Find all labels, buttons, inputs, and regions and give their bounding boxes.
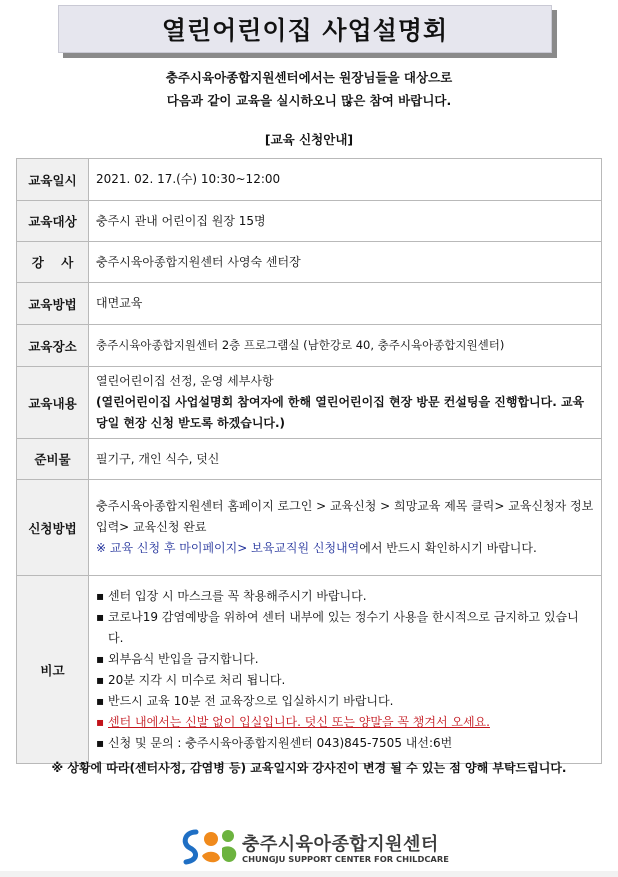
center-logo-subtitle: CHUNGJU SUPPORT CENTER FOR CHILDCARE xyxy=(242,854,449,864)
center-logo-icon xyxy=(180,826,240,868)
content-line-1: 열린어린이집 선정, 운영 세부사항 xyxy=(96,374,274,388)
bullet-icon: ▪ xyxy=(96,693,105,708)
label-place: 교육장소 xyxy=(17,325,89,367)
list-item: ▪ 20분 지각 시 미수로 처리 됩니다. xyxy=(96,670,594,691)
list-item-contact: ▪ 신청 및 문의 : 충주시육아종합지원센터 043)845-7505 내선:6번 xyxy=(96,733,594,754)
table-row-content xyxy=(17,367,602,439)
remarks-list xyxy=(96,586,594,754)
value-remarks xyxy=(89,576,602,764)
value-instructor: 충주시육아종합지원센터 사영숙 센터장 xyxy=(89,242,602,283)
intro-text xyxy=(0,66,618,112)
intro-line-1: 충주시육아종합지원센터에서는 원장님들을 대상으로 xyxy=(165,70,453,85)
label-apply: 신청방법 xyxy=(17,480,89,576)
list-item: ▪ 코로나19 감염예방을 위하여 센터 내부에 있는 정수기 사용을 한시적으로 금지하고 있습니다. xyxy=(96,607,594,649)
apply-steps: 충주시육아종합지원센터 홈페이지 로그인 > 교육신청 > 희망교육 제목 클릭> 교육신청자 정보 입력> 교육신청 완료 xyxy=(96,499,594,534)
intro-line-2: 다음과 같이 교육을 실시하오니 많은 참여 바랍니다. xyxy=(166,93,452,108)
center-logo xyxy=(180,826,460,870)
bullet-icon: ▪ xyxy=(96,714,105,729)
label-remarks: 비고 xyxy=(17,576,89,764)
label-target: 교육대상 xyxy=(17,201,89,242)
table-row-place xyxy=(17,325,602,367)
label-instructor: 강 사 xyxy=(17,242,89,283)
table-row-instructor xyxy=(17,242,602,283)
title-banner xyxy=(58,5,556,58)
value-method: 대면교육 xyxy=(89,283,602,325)
table-row-date xyxy=(17,159,602,201)
value-content xyxy=(89,367,602,439)
bullet-icon: ▪ xyxy=(96,735,105,750)
value-place: 충주시육아종합지원센터 2층 프로그램실 (남한강로 40, 충주시육아종합지원센터) xyxy=(89,325,602,367)
bullet-icon: ▪ xyxy=(96,609,105,624)
label-method: 교육방법 xyxy=(17,283,89,325)
bottom-divider xyxy=(0,871,618,877)
label-supplies: 준비물 xyxy=(17,439,89,480)
bullet-icon: ▪ xyxy=(96,672,105,687)
apply-check-note xyxy=(96,538,594,559)
list-item-warning: ▪ 센터 내에서는 신발 없이 입실입니다. 덧신 또는 양말을 꼭 챙겨서 오세요. xyxy=(96,712,594,733)
table-row-method xyxy=(17,283,602,325)
list-item: ▪ 외부음식 반입을 금지합니다. xyxy=(96,649,594,670)
value-supplies: 필기구, 개인 식수, 덧신 xyxy=(89,439,602,480)
table-row-apply xyxy=(17,480,602,576)
page-title: 열린어린이집 사업설명회 xyxy=(58,5,552,53)
notice-title: [교육 신청안내] xyxy=(264,132,354,147)
label-date: 교육일시 xyxy=(17,159,89,201)
center-logo-name: 충주시육아종합지원센터 xyxy=(242,834,439,855)
bullet-icon: ▪ xyxy=(96,588,105,603)
value-apply xyxy=(89,480,602,576)
table-row-remarks xyxy=(17,576,602,764)
table-row-target xyxy=(17,201,602,242)
label-content: 교육내용 xyxy=(17,367,89,439)
apply-check-highlight: ※ 교육 신청 후 마이페이지> 보육교직원 신청내역 xyxy=(96,541,360,555)
bullet-icon: ▪ xyxy=(96,651,105,666)
value-date: 2021. 02. 17.(수) 10:30~12:00 xyxy=(89,159,602,201)
table-row-supplies xyxy=(17,439,602,480)
apply-check-rest: 에서 반드시 확인하시기 바랍니다. xyxy=(359,541,537,555)
list-item: ▪ 센터 입장 시 마스크를 꼭 착용해주시기 바랍니다. xyxy=(96,586,594,607)
value-target: 충주시 관내 어린이집 원장 15명 xyxy=(89,201,602,242)
info-table xyxy=(16,158,602,764)
footer-note: ※ 상황에 따라(센터사정, 감염병 등) 교육일시와 강사진이 변경 될 수 있는 점 양해 부탁드립니다. xyxy=(51,761,567,775)
list-item: ▪ 반드시 교육 10분 전 교육장으로 입실하시기 바랍니다. xyxy=(96,691,594,712)
content-line-2: (열린어린이집 사업설명회 참여자에 한해 열린어린이집 현장 방문 컨설팅을 진행합니다. 교육 당일 현장 신청 받도록 하겠습니다.) xyxy=(96,395,585,430)
